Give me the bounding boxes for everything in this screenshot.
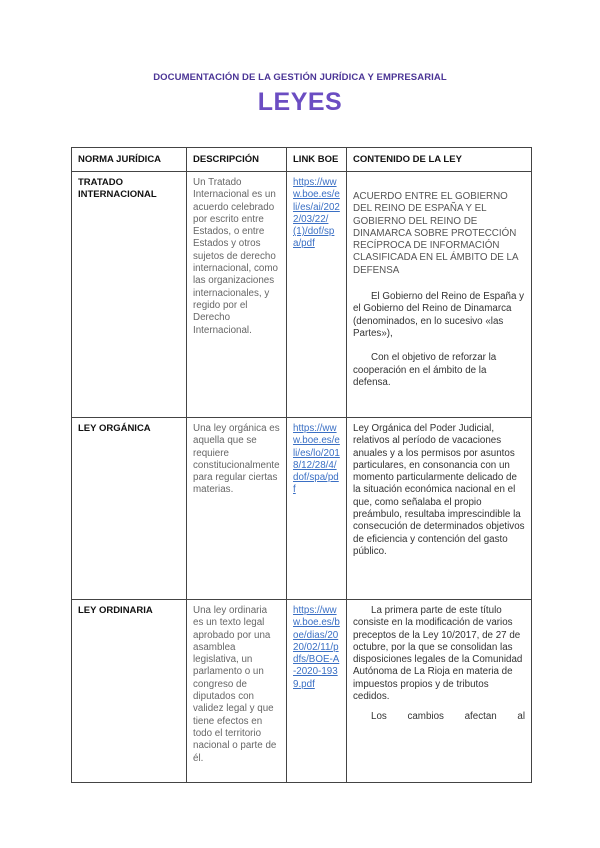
laws-table — [71, 147, 532, 783]
column-header-norma: NORMA JURÍDICA — [72, 148, 187, 172]
column-header-link: LINK BOE — [287, 148, 347, 172]
contenido-paragraph: Ley Orgánica del Poder Judicial, relativos al período de vacaciones anuales y a los permisos por asuntos particulares, en consonancia con un momento particularmente delicado de la situación económica nacional en el que, como señalaba el propio preámbulo, resultaba imprescindible la consecución de determinados objetivos de eficiencia y contención del gasto público. — [353, 423, 525, 557]
descripcion-cell: Una ley orgánica es aquella que se requiere constitucionalmente para regular ciertas materias. — [187, 418, 287, 600]
boe-link[interactable]: https://www.boe.es/eli/es/lo/2018/12/28/4/dof/spa/pdf — [287, 418, 347, 600]
contenido-cell — [347, 418, 532, 600]
table-header-row — [72, 148, 532, 172]
table-row — [72, 418, 532, 600]
norma-cell: LEY ORDINARIA — [72, 600, 187, 783]
descripcion-cell: Una ley ordinaria es un texto legal aprobado por una asamblea legislativa, un parlamento o un congreso de diputados con validez legal y que tiene efectos en todo el territorio nacional o parte de él. — [187, 600, 287, 783]
contenido-cell — [347, 172, 532, 418]
contenido-paragraph: La primera parte de este título consiste en la modificación de varios preceptos de la Ley 10/2017, de 27 de octubre, por la que se consolidan las disposiciones legales de la Comunidad Autónoma de La Rioja en materia de impuestos propios y de tributos cedidos. — [353, 605, 523, 703]
contenido-paragraph: Con el objetivo de reforzar la cooperación en el ámbito de la defensa. — [353, 352, 497, 388]
document-title: LEYES — [257, 88, 343, 116]
contenido-paragraph: Los cambios afectan al — [371, 711, 525, 723]
norma-cell: TRATADO INTERNACIONAL — [72, 172, 187, 418]
contenido-paragraph: El Gobierno del Reino de España y el Gobierno del Reino de Dinamarca (denominados, en lo sucesivo «las Partes»), — [353, 291, 525, 339]
column-header-descripcion: DESCRIPCIÓN — [187, 148, 287, 172]
document-subtitle: DOCUMENTACIÓN DE LA GESTIÓN JURÍDICA Y EMPRESARIAL — [153, 72, 447, 83]
contenido-paragraph: ACUERDO ENTRE EL GOBIERNO DEL REINO DE ESPAÑA Y EL GOBIERNO DEL REINO DE DINAMARCA SOBRE PROTECCIÓN RECÍPROCA DE INFORMACIÓN CLASIFICADA EN EL ÁMBITO DE LA DEFENSA — [353, 191, 518, 276]
descripcion-cell: Un Tratado Internacional es un acuerdo celebrado por escrito entre Estados, o entre Estados y otros sujetos de derecho internacional, como las organizaciones internacionales, y regido por el Derecho Internacional. — [187, 172, 287, 418]
table-row — [72, 172, 532, 418]
contenido-cell — [347, 600, 532, 783]
norma-cell: LEY ORGÁNICA — [72, 418, 187, 600]
boe-link[interactable]: https://www.boe.es/eli/es/ai/2022/03/22/(1)/dof/spa/pdf — [287, 172, 347, 418]
column-header-contenido: CONTENIDO DE LA LEY — [347, 148, 532, 172]
table-row — [72, 600, 532, 783]
boe-link[interactable]: https://www.boe.es/boe/dias/2020/02/11/pdfs/BOE-A-2020-1939.pdf — [287, 600, 347, 783]
